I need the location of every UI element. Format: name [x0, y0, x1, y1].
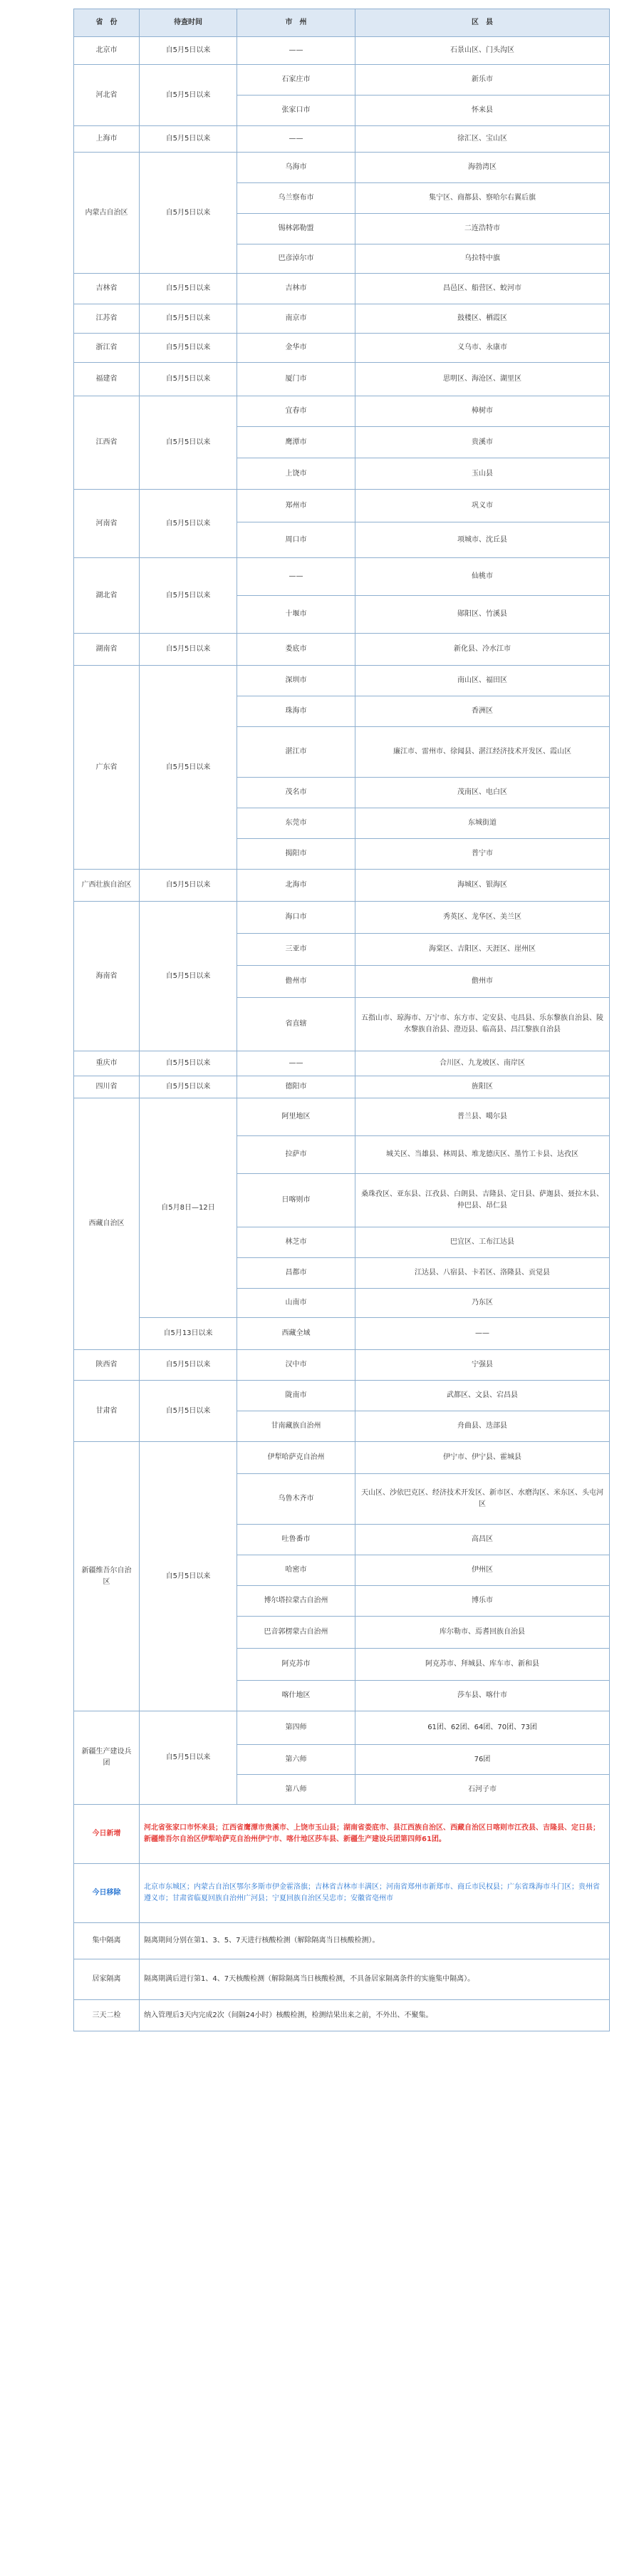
province-cell: 海南省	[74, 902, 140, 1051]
county-cell: 海城区、银海区	[355, 870, 610, 902]
city-cell: 揭阳市	[237, 839, 355, 870]
time-cell: 自5月5日以来	[140, 1381, 237, 1442]
table-row	[74, 558, 610, 596]
city-cell: 博尔塔拉蒙古自治州	[237, 1586, 355, 1617]
time-cell: 自5月5日以来	[140, 1350, 237, 1381]
city-cell: 吐鲁番市	[237, 1525, 355, 1555]
time-cell: 自5月5日以来	[140, 666, 237, 870]
county-cell: 61团、62团、64团、70团、73团	[355, 1711, 610, 1745]
city-cell: 三亚市	[237, 934, 355, 966]
county-cell: 新化县、冷水江市	[355, 634, 610, 666]
county-cell: 二连浩特市	[355, 214, 610, 244]
table-row	[74, 1381, 610, 1411]
city-cell: 甘南藏族自治州	[237, 1411, 355, 1442]
county-cell: 贵溪市	[355, 427, 610, 458]
header-province: 省 份	[74, 9, 140, 37]
note-text: 隔离期间分别在第1、3、5、7天进行核酸检测（解除隔离当日核酸检测）。	[140, 1923, 610, 1959]
county-cell: 伊宁市、伊宁县、霍城县	[355, 1442, 610, 1474]
county-cell: 集宁区、商都县、察哈尔右翼后旗	[355, 183, 610, 214]
time-cell: 自5月5日以来	[140, 274, 237, 304]
county-cell: 香洲区	[355, 696, 610, 727]
city-cell: 郑州市	[237, 490, 355, 522]
note-row	[74, 1959, 610, 2000]
province-cell: 广西壮族自治区	[74, 870, 140, 902]
county-cell: 舟曲县、迭部县	[355, 1411, 610, 1442]
note-label: 集中隔离	[74, 1923, 140, 1959]
city-cell: 宜春市	[237, 396, 355, 427]
city-cell: ——	[237, 126, 355, 153]
note-text: 河北省张家口市怀来县；江西省鹰潭市贵溪市、上饶市玉山县；湖南省娄底市、县江西族自治区、西藏自治区日喀则市江孜县、吉隆县、定日县；新疆维吾尔自治区伊犁哈萨克自治州伊宁市、喀什地区莎车县、新疆生产建设兵团第四师61团。	[140, 1805, 610, 1864]
time-cell: 自5月5日以来	[140, 65, 237, 126]
county-cell: 廉江市、雷州市、徐闻县、湛江经济技术开发区、霞山区	[355, 727, 610, 778]
time-cell: 自5月5日以来	[140, 490, 237, 558]
table-row	[74, 1442, 610, 1474]
city-cell: 第八师	[237, 1775, 355, 1805]
time-cell: 自5月8日—12日	[140, 1098, 237, 1318]
table-row	[74, 65, 610, 96]
table-row	[74, 1350, 610, 1381]
province-cell: 河北省	[74, 65, 140, 126]
table-row	[74, 1076, 610, 1098]
city-cell: 儋州市	[237, 966, 355, 998]
header-county: 区 县	[355, 9, 610, 37]
city-cell: 茂名市	[237, 778, 355, 808]
county-cell: 普兰县、噶尔县	[355, 1098, 610, 1136]
note-label: 今日移除	[74, 1864, 140, 1923]
city-cell: 北海市	[237, 870, 355, 902]
table-row	[74, 490, 610, 522]
city-cell: 东莞市	[237, 808, 355, 839]
city-cell: 巴音郭楞蒙古自治州	[237, 1617, 355, 1649]
county-cell: 茂南区、电白区	[355, 778, 610, 808]
county-cell: 仙桃市	[355, 558, 610, 596]
county-cell: 普宁市	[355, 839, 610, 870]
province-cell: 四川省	[74, 1076, 140, 1098]
city-cell: 张家口市	[237, 96, 355, 126]
time-cell: 自5月5日以来	[140, 153, 237, 274]
province-cell: 广东省	[74, 666, 140, 870]
province-cell: 西藏自治区	[74, 1098, 140, 1350]
county-cell: 江达县、八宿县、卡若区、洛隆县、贡觉县	[355, 1258, 610, 1289]
table-row	[74, 634, 610, 666]
county-cell: 思明区、海沧区、湖里区	[355, 363, 610, 396]
province-cell: 新疆生产建设兵团	[74, 1711, 140, 1805]
city-cell: 第四师	[237, 1711, 355, 1745]
county-cell: 莎车县、喀什市	[355, 1681, 610, 1711]
province-cell: 重庆市	[74, 1051, 140, 1076]
county-cell: 义乌市、永康市	[355, 334, 610, 363]
province-cell: 陕西省	[74, 1350, 140, 1381]
city-cell: 湛江市	[237, 727, 355, 778]
county-cell: ——	[355, 1318, 610, 1350]
county-cell: 巴宜区、工布江达县	[355, 1227, 610, 1258]
city-cell: 伊犁哈萨克自治州	[237, 1442, 355, 1474]
county-cell: 巩义市	[355, 490, 610, 522]
time-cell: 自5月5日以来	[140, 1711, 237, 1805]
province-cell: 湖南省	[74, 634, 140, 666]
county-cell: 海棠区、吉阳区、天涯区、崖州区	[355, 934, 610, 966]
header-time: 待查时间	[140, 9, 237, 37]
province-cell: 江西省	[74, 396, 140, 490]
county-cell: 旌阳区	[355, 1076, 610, 1098]
city-cell: 阿克苏市	[237, 1649, 355, 1681]
county-cell: 石景山区、门头沟区	[355, 37, 610, 65]
county-cell: 武都区、文县、宕昌县	[355, 1381, 610, 1411]
region-table	[73, 9, 610, 2031]
time-cell: 自5月5日以来	[140, 1076, 237, 1098]
time-cell: 自5月5日以来	[140, 902, 237, 1051]
province-cell: 北京市	[74, 37, 140, 65]
county-cell: 乃东区	[355, 1289, 610, 1318]
county-cell: 宁强县	[355, 1350, 610, 1381]
province-cell: 湖北省	[74, 558, 140, 634]
city-cell: 锡林郭勒盟	[237, 214, 355, 244]
city-cell: 海口市	[237, 902, 355, 934]
note-label: 三天二检	[74, 2000, 140, 2031]
time-cell: 自5月5日以来	[140, 126, 237, 153]
time-cell: 自5月13日以来	[140, 1318, 237, 1350]
province-cell: 河南省	[74, 490, 140, 558]
province-cell: 甘肃省	[74, 1381, 140, 1442]
city-cell: 山南市	[237, 1289, 355, 1318]
time-cell: 自5月5日以来	[140, 870, 237, 902]
county-cell: 合川区、九龙坡区、南岸区	[355, 1051, 610, 1076]
note-row	[74, 1805, 610, 1864]
city-cell: 德阳市	[237, 1076, 355, 1098]
city-cell: 哈密市	[237, 1555, 355, 1586]
county-cell: 徐汇区、宝山区	[355, 126, 610, 153]
county-cell: 天山区、沙依巴克区、经济技术开发区、新市区、水磨沟区、米东区、头屯河区	[355, 1474, 610, 1525]
city-cell: 十堰市	[237, 596, 355, 634]
table-row	[74, 396, 610, 427]
county-cell: 乌拉特中旗	[355, 244, 610, 274]
county-cell: 阿克苏市、拜城县、库车市、新和县	[355, 1649, 610, 1681]
table-row	[74, 1098, 610, 1136]
time-cell: 自5月5日以来	[140, 1442, 237, 1711]
table-row	[74, 37, 610, 65]
county-cell: 东城街道	[355, 808, 610, 839]
city-cell: ——	[237, 558, 355, 596]
note-label: 今日新增	[74, 1805, 140, 1864]
county-cell: 库尔勒市、焉耆回族自治县	[355, 1617, 610, 1649]
province-cell: 吉林省	[74, 274, 140, 304]
city-cell: 省直辖	[237, 998, 355, 1051]
county-cell: 项城市、沈丘县	[355, 522, 610, 558]
city-cell: 林芝市	[237, 1227, 355, 1258]
time-cell: 自5月5日以来	[140, 396, 237, 490]
province-cell: 浙江省	[74, 334, 140, 363]
table-row	[74, 363, 610, 396]
city-cell: 昌都市	[237, 1258, 355, 1289]
county-cell: 五指山市、琼海市、万宁市、东方市、定安县、屯昌县、乐东黎族自治县、陵水黎族自治县、澄迈县、临高县、昌江黎族自治县	[355, 998, 610, 1051]
city-cell: 汉中市	[237, 1350, 355, 1381]
table-row	[74, 870, 610, 902]
province-cell: 上海市	[74, 126, 140, 153]
province-cell: 福建省	[74, 363, 140, 396]
time-cell: 自5月5日以来	[140, 558, 237, 634]
note-text: 北京市东城区；内蒙古自治区鄂尔多斯市伊金霍洛旗；吉林省吉林市丰满区；河南省郑州市新郑市、商丘市民权县；广东省珠海市斗门区；贵州省遵义市；甘肃省临夏回族自治州广河县；宁夏回族自治区吴忠市；安徽省亳州市	[140, 1864, 610, 1923]
time-cell: 自5月5日以来	[140, 634, 237, 666]
city-cell: 陇南市	[237, 1381, 355, 1411]
county-cell: 鼓楼区、栖霞区	[355, 304, 610, 334]
county-cell: 城关区、当雄县、林周县、堆龙德庆区、墨竹工卡县、达孜区	[355, 1136, 610, 1174]
county-cell: 伊州区	[355, 1555, 610, 1586]
county-cell: 海勃湾区	[355, 153, 610, 183]
city-cell: 鹰潭市	[237, 427, 355, 458]
city-cell: 巴彦淖尔市	[237, 244, 355, 274]
city-cell: 周口市	[237, 522, 355, 558]
note-row	[74, 1864, 610, 1923]
county-cell: 昌邑区、船营区、蛟河市	[355, 274, 610, 304]
county-cell: 儋州市	[355, 966, 610, 998]
header-city: 市 州	[237, 9, 355, 37]
note-row	[74, 2000, 610, 2031]
city-cell: 乌海市	[237, 153, 355, 183]
city-cell: ——	[237, 37, 355, 65]
city-cell: 厦门市	[237, 363, 355, 396]
city-cell: 乌鲁木齐市	[237, 1474, 355, 1525]
county-cell: 高昌区	[355, 1525, 610, 1555]
time-cell: 自5月5日以来	[140, 1051, 237, 1076]
city-cell: 日喀则市	[237, 1174, 355, 1227]
note-text: 纳入管理后3天内完成2次（间隔24小时）核酸检测，检测结果出来之前，不外出、不聚集。	[140, 2000, 610, 2031]
table-row	[74, 1318, 610, 1350]
city-cell: 娄底市	[237, 634, 355, 666]
county-cell: 桑珠孜区、亚东县、江孜县、白朗县、吉隆县、定日县、萨迦县、聂拉木县、仲巴县、昂仁县	[355, 1174, 610, 1227]
province-cell: 江苏省	[74, 304, 140, 334]
table-row	[74, 902, 610, 934]
province-cell: 新疆维吾尔自治区	[74, 1442, 140, 1711]
city-cell: 南京市	[237, 304, 355, 334]
time-cell: 自5月5日以来	[140, 304, 237, 334]
city-cell: 喀什地区	[237, 1681, 355, 1711]
city-cell: 金华市	[237, 334, 355, 363]
city-cell: 石家庄市	[237, 65, 355, 96]
table-row	[74, 126, 610, 153]
county-cell: 怀来县	[355, 96, 610, 126]
table-row	[74, 334, 610, 363]
county-cell: 博乐市	[355, 1586, 610, 1617]
city-cell: 乌兰察布市	[237, 183, 355, 214]
county-cell: 玉山县	[355, 458, 610, 490]
time-cell: 自5月5日以来	[140, 37, 237, 65]
city-cell: 第六师	[237, 1745, 355, 1775]
county-cell: 秀英区、龙华区、美兰区	[355, 902, 610, 934]
table-row	[74, 153, 610, 183]
city-cell: 西藏全域	[237, 1318, 355, 1350]
city-cell: ——	[237, 1051, 355, 1076]
county-cell: 新乐市	[355, 65, 610, 96]
city-cell: 吉林市	[237, 274, 355, 304]
time-cell: 自5月5日以来	[140, 363, 237, 396]
table-header-row	[74, 9, 610, 37]
city-cell: 拉萨市	[237, 1136, 355, 1174]
note-label: 居家隔离	[74, 1959, 140, 2000]
county-cell: 南山区、福田区	[355, 666, 610, 696]
table-row	[74, 304, 610, 334]
city-cell: 深圳市	[237, 666, 355, 696]
table-row	[74, 666, 610, 696]
epidemic-check-table	[73, 9, 609, 2031]
city-cell: 珠海市	[237, 696, 355, 727]
table-row	[74, 1711, 610, 1745]
time-cell: 自5月5日以来	[140, 334, 237, 363]
table-row	[74, 274, 610, 304]
city-cell: 阿里地区	[237, 1098, 355, 1136]
county-cell: 樟树市	[355, 396, 610, 427]
note-text: 隔离期满后进行第1、4、7天核酸检测（解除隔离当日核酸检测，不具备居家隔离条件的实施集中隔离）。	[140, 1959, 610, 2000]
province-cell: 内蒙古自治区	[74, 153, 140, 274]
county-cell: 石河子市	[355, 1775, 610, 1805]
table-row	[74, 1051, 610, 1076]
county-cell: 76团	[355, 1745, 610, 1775]
county-cell: 郧阳区、竹溪县	[355, 596, 610, 634]
note-row	[74, 1923, 610, 1959]
city-cell: 上饶市	[237, 458, 355, 490]
